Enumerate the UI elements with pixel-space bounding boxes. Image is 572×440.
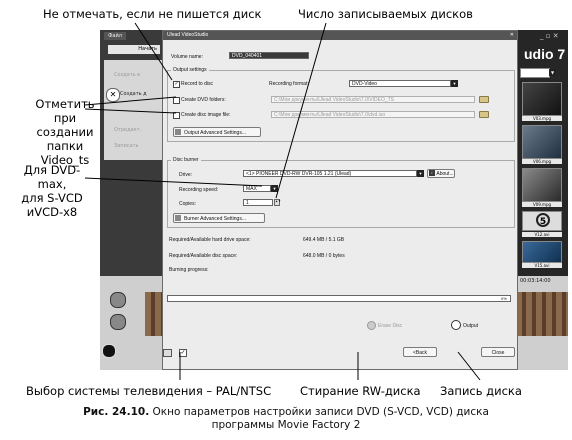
info-icon: i: [429, 170, 435, 176]
close-icon[interactable]: ✕: [509, 32, 514, 38]
drive-select[interactable]: <1> PIONEER DVD-RW DVR-105 1.21 (Ulead): [243, 170, 417, 177]
required-disc-value: 648.0 MB / 0 bytes: [303, 253, 345, 259]
drive-select-arrow[interactable]: ▼: [418, 171, 423, 176]
recording-format-select[interactable]: DVD-Video: [349, 80, 451, 87]
annotation-line: для S-VCD: [21, 191, 83, 205]
volume-name-label: Volume name:: [171, 54, 203, 60]
timecode: 00:03:14:00: [520, 278, 551, 284]
checkmark-icon[interactable]: ✓: [180, 350, 186, 356]
copies-spinner[interactable]: ▲▼: [274, 199, 280, 206]
figure-caption: [0, 406, 572, 432]
annotation-mark-when-creating: [30, 97, 100, 167]
annotation-no-mark: Не отмечать, если не пишется диск: [43, 7, 262, 21]
annotation-line: иVCD-x8: [26, 205, 78, 219]
annotation-write-disc: Запись диска: [440, 384, 522, 398]
brand-label: udio 7: [524, 46, 566, 62]
back-button[interactable]: <Back: [403, 347, 437, 357]
create-dvd-folders-label: Create DVD folders:: [181, 97, 226, 103]
side-item-burn[interactable]: Записать: [114, 143, 139, 149]
annotation-line: Video_ts: [40, 153, 90, 167]
library-thumb-label: V03.mpg: [522, 116, 562, 121]
start-tab[interactable]: Начать: [108, 45, 160, 54]
annotation-line: при создании: [36, 111, 94, 139]
annotation-copies: Число записываемых дисков: [298, 7, 473, 21]
annotation-tv-system: Выбор системы телевидения – PAL/NTSC: [26, 384, 272, 398]
library-thumb-label: V12.avi: [522, 232, 562, 237]
output-button[interactable]: Output: [463, 323, 479, 329]
progress-percent: 0%: [501, 296, 507, 301]
recording-format-arrow[interactable]: ▼: [452, 81, 457, 86]
annotation-erase-rw: Стирание RW-диска: [300, 384, 421, 398]
create-disc-image-label: Create disc image file:: [181, 112, 231, 118]
recording-speed-select[interactable]: MAX: [243, 185, 271, 192]
disc-burner-label: Disc burner: [173, 157, 199, 163]
five-icon: 5: [536, 213, 550, 227]
side-item-create-video[interactable]: Создать в: [114, 72, 141, 78]
caption-prefix: Рис. 24.10.: [83, 406, 150, 418]
burning-progress-label: Burning progress:: [169, 267, 209, 273]
side-item-create-disc[interactable]: Создать д: [120, 91, 147, 97]
recording-format-label: Recording format:: [269, 81, 309, 87]
library-thumb-label: V06.mpg: [522, 159, 562, 164]
output-advanced-button[interactable]: Output Advanced Settings...: [173, 127, 261, 137]
erase-disc-button[interactable]: Erase Disc: [378, 323, 403, 329]
side-item-icon: ✕: [106, 88, 120, 102]
annotation-dvd-max: [10, 163, 94, 219]
burner-advanced-button[interactable]: Burner Advanced Settings...: [173, 213, 265, 223]
record-to-disc-checkbox[interactable]: ✓: [174, 81, 179, 87]
disc-image-path[interactable]: C:\Мои документы\Ulead VideoStudio\7.0\dvd.iso: [271, 111, 475, 118]
annotation-line: Отметить: [35, 97, 95, 111]
window-controls[interactable]: _ ▫ ✕: [540, 32, 559, 40]
close-button[interactable]: Close: [481, 347, 515, 357]
drive-label: Drive:: [179, 172, 193, 178]
library-thumb-label: V15.avi: [522, 263, 562, 268]
about-button[interactable]: About...: [427, 169, 455, 178]
annotation-line: Для DVD-max,: [23, 163, 81, 191]
caption-text-1: Окно параметров настройки записи DVD (S-VCD, VCD) диска: [149, 406, 489, 418]
recording-speed-arrow[interactable]: ▼: [272, 186, 277, 191]
record-to-disc-label: Record to disc: [181, 81, 213, 87]
output-settings-label: Output settings: [173, 67, 207, 73]
recording-speed-label: Recording speed:: [179, 187, 219, 193]
required-hdd-label: Required/Available hard drive space:: [169, 237, 251, 243]
dialog-title: Ulead VideoStudio: [167, 32, 209, 38]
required-disc-label: Required/Available disc space:: [169, 253, 238, 259]
copies-input[interactable]: 1: [243, 199, 273, 206]
library-thumb-label: V09.mpg: [522, 202, 562, 207]
dvd-folders-path[interactable]: C:\Мои документы\Ulead VideoStudio\7.0\VIDEO_TS: [271, 96, 475, 103]
side-item-edit[interactable]: Отредакт.: [114, 127, 142, 133]
volume-name-input[interactable]: DVD_040401: [229, 52, 309, 59]
caption-line-1: [0, 406, 572, 419]
file-menu[interactable]: Файл: [104, 32, 126, 40]
library-dropdown-arrow[interactable]: ▼: [550, 70, 555, 75]
annotation-line: папки: [46, 139, 84, 153]
required-hdd-value: 649.4 MB / 5.1 GB: [303, 237, 345, 243]
caption-line-2: программы Movie Factory 2: [211, 419, 361, 431]
copies-label: Copies:: [179, 201, 196, 207]
